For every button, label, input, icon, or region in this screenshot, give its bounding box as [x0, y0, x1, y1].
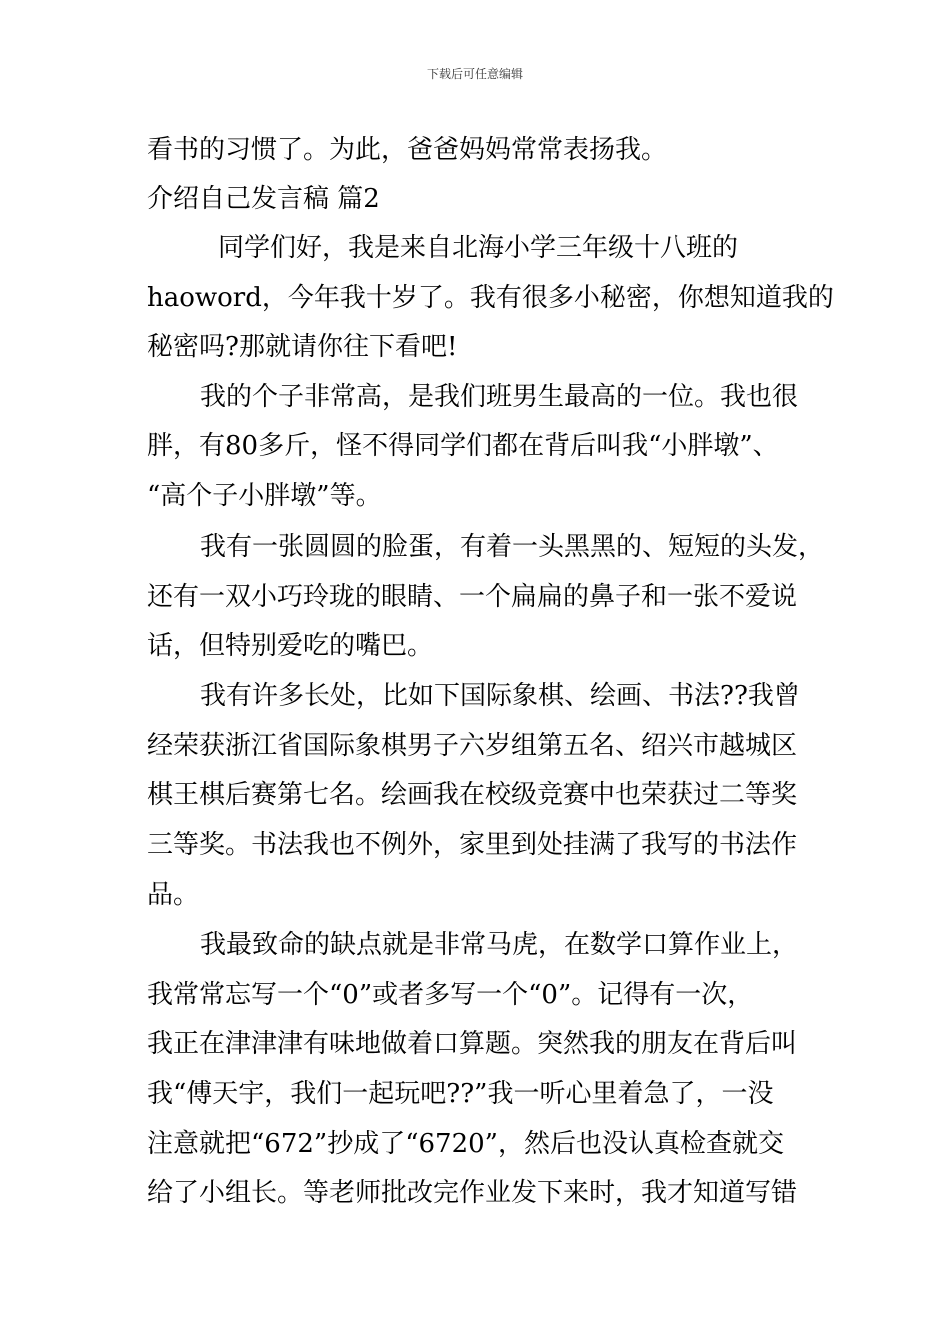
text-line: 我正在津津津有味地做着口算题。突然我的朋友在背后叫: [147, 1029, 798, 1059]
text-line: 看书的习惯了。为此，爸爸妈妈常常表扬我。: [147, 135, 668, 165]
text-line: 我有一张圆圆的脸蛋，有着一头黑黑的、短短的头发，: [200, 532, 825, 562]
section-title: 介绍自己发言稿 篇2: [147, 184, 380, 214]
text-line: 我“傅天宇，我们一起玩吧??”我一听心里着急了，一没: [147, 1079, 774, 1109]
text-line: 同学们好，我是来自北海小学三年级十八班的: [218, 233, 739, 263]
text-line: 胖，有80多斤，怪不得同学们都在背后叫我“小胖墩”、: [147, 431, 779, 461]
text-line: 给了小组长。等老师批改完作业发下来时，我才知道写错: [147, 1178, 798, 1208]
text-line: haoword，今年我十岁了。我有很多小秘密，你想知道我的: [147, 283, 834, 313]
text-line: 我常常忘写一个“0”或者多写一个“0”。记得有一次，: [147, 980, 754, 1010]
text-line: “高个子小胖墩”等。: [147, 481, 382, 511]
text-line: 还有一双小巧玲珑的眼睛、一个扁扁的鼻子和一张不爱说: [147, 582, 798, 612]
text-line: 经荣获浙江省国际象棋男子六岁组第五名、绍兴市越城区: [147, 731, 798, 761]
text-line: 我最致命的缺点就是非常马虎，在数学口算作业上，: [200, 930, 799, 960]
page-header-note: 下载后可任意编辑: [426, 67, 523, 81]
text-line: 秘密吗?那就请你往下看吧!: [147, 332, 458, 362]
text-line: 我有许多长处，比如下国际象棋、绘画、书法??我曾: [200, 681, 800, 711]
text-line: 三等奖。书法我也不例外，家里到处挂满了我写的书法作: [147, 830, 798, 860]
text-line: 注意就把“672”抄成了“6720”，然后也没认真检查就交: [147, 1129, 784, 1159]
text-line: 棋王棋后赛第七名。绘画我在校级竞赛中也荣获过二等奖: [147, 780, 798, 810]
text-line: 话，但特别爱吃的嘴巴。: [147, 631, 434, 661]
text-line: 品。: [147, 880, 200, 910]
text-line: 我的个子非常高，是我们班男生最高的一位。我也很: [200, 382, 799, 412]
